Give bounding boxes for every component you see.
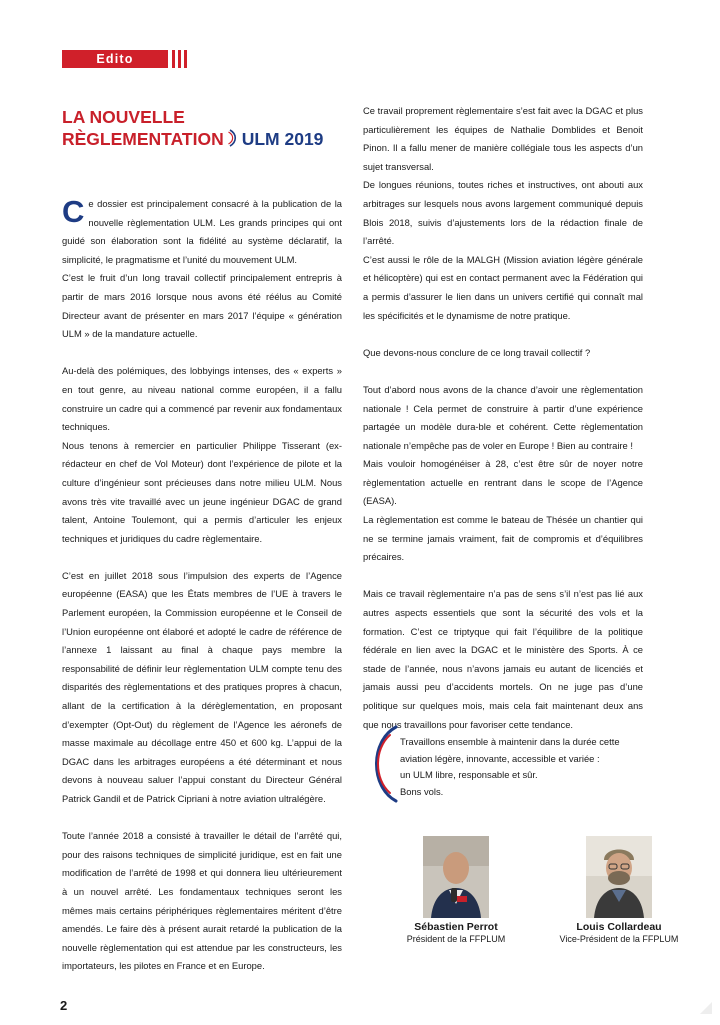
paragraph: De longues réunions, toutes riches et instructives, ont abouti aux arbitrages sur lesquels nous avons largement communiqué depuis Blois 2018, suivis d’ajustements lors de la rédaction finale de l’arrêté. <box>363 179 643 247</box>
page-number: 2 <box>60 998 68 1013</box>
closing-statement <box>400 734 640 800</box>
paragraph: Toute l’année 2018 a consisté à travailler le détail de l’arrêté qui, pour des raisons techniques de simplicité juridique, est en fait une modification de l’arrêté de 1998 et qui donnera lieu ultérieurement à un nouvel arrêté. Les fondamentaux techniques seront les mêmes mais certains périphériques règlementaires méritent d’être amendés. Le faire dès à présent aurait retardé la publication de la nouvelle règlementation qui est attendue par les constructeurs, les importateurs, les pilotes en France et en Europe. <box>62 830 342 972</box>
swoosh-icon <box>228 129 238 152</box>
paragraph: Ce travail proprement règlementaire s’est fait avec la DGAC et plus particulièrement les équipes de Nathalie Domblides et Benoit Pinon. Il a fallu mener de manière collégiale tous les aspects d’un sujet transversal. <box>363 105 643 172</box>
paragraph: La règlementation est comme le bateau de Thésée un chantier qui ne se termine jamais vraiment, fait de compromis et d’équilibres précaires. <box>363 514 643 563</box>
portrait-photo <box>586 836 652 918</box>
paragraph: Ce dossier est principalement consacré à la publication de la nouvelle règlementation ULM. Les grands principes qui ont guidé son élaboration sont la fidélité au système déclaratif, la simplicité, le pragmatisme et l’unité du mouvement ULM. <box>62 194 342 265</box>
section-tag <box>62 50 187 68</box>
tag-bar <box>172 50 175 68</box>
tag-bar <box>178 50 181 68</box>
paragraph: Mais vouloir homogénéiser à 28, c’est être sûr de noyer notre règlementation actuelle en rentrant dans le scope de l’Agence (EASA). <box>363 458 643 507</box>
title-line-2 <box>62 128 362 152</box>
signatory-role: Vice-Président de la FFPLUM <box>559 934 679 944</box>
closing-line: Bons vols. <box>400 785 444 797</box>
signatory-name: Louis Collardeau <box>576 921 662 933</box>
portrait-photo <box>423 836 489 918</box>
title-line-1: LA NOUVELLE <box>62 107 185 127</box>
left-column <box>62 195 342 976</box>
title-word-red: RÈGLEMENTATION <box>62 129 224 149</box>
signature-block <box>547 836 691 944</box>
right-column <box>363 102 643 734</box>
paragraph: Tout d’abord nous avons de la chance d’avoir une règlementation nationale ! Cela permet de construire à partir d’une expérience partagée un modèle dura-ble et cohérent. Cette règlementation nationale n’empêche pas de voler en Europe ! Bien au contraire ! <box>363 383 643 451</box>
closing-line: aviation légère, innovante, accessible et variée : <box>400 752 600 764</box>
signature-block <box>393 836 519 944</box>
tag-bar <box>184 50 187 68</box>
closing-line: Travaillons ensemble à maintenir dans la durée cette <box>400 736 620 747</box>
title-word-blue: ULM 2019 <box>241 129 324 149</box>
closing-line: un ULM libre, responsable et sûr. <box>400 769 538 780</box>
paragraph-question: Que devons-nous conclure de ce long travail collectif ? <box>363 346 591 358</box>
article-title <box>62 106 362 152</box>
signatory-name: Sébastien Perrot <box>414 921 498 933</box>
paragraph: Mais ce travail règlementaire n’a pas de sens s’il n’est pas lié aux autres aspects essentiels que sont la sécurité des vols et la formation. C’est ce triptyque qui fait l’équilibre de la politique fédérale en lien avec la DGAC et le ministère des Sports. À ce stade de l’année, nous n’avons jamais eu autant de licenciés et jamais aussi peu d’accidents mortels. On ne juge pas d’une politique sur quelques mois, mais cela fait maintenant deux ans que nous travaillons pour favoriser cette tendance. <box>363 588 643 730</box>
paragraph: Nous tenons à remercier en particulier Philippe Tisserant (ex-rédacteur en chef de Vol Moteur) dont l’expérience de pilote et la culture d’ingénieur sont précieuses dans notre milieu ULM. Nous avons très vite travaillé avec un jeune ingénieur DGAC de grand talent, Antoine Toulemont, qui a permis d’articuler les enjeux techniques et juridiques du cadre règlementaire. <box>62 439 342 544</box>
section-tag-label: Edito <box>62 50 168 68</box>
paragraph: C’est le fruit d’un long travail collectif principalement entrepris à partir de mars 2016 lorsque nous avons été réélus au Comité Directeur avant de présenter en mars 2017 l’équipe « génération ULM » de la mandature actuelle. <box>62 272 342 340</box>
paragraph: C’est aussi le rôle de la MALGH (Mission aviation légère générale et hélicoptère) qui est en contact permanent avec la Fédération qui a permis d’assurer le lien dans un univers certifié qui connaît mal les spécificités et le dynamisme de notre pratique. <box>363 253 643 321</box>
paragraph: Au-delà des polémiques, des lobbyings intenses, des « experts » en tout genre, au niveau national comme européen, il a fallu construire un cadre qui a commencé par revenir aux fondamentaux techniques. <box>62 365 342 433</box>
signatory-role: Président de la FFPLUM <box>406 934 506 944</box>
swoosh-icon <box>366 725 398 808</box>
drop-cap: C <box>62 194 85 229</box>
paragraph: C’est en juillet 2018 sous l’impulsion des experts de l’Agence européenne (EASA) que les États membres de l’UE à travers le Parlement européen, la Commission européenne et le Conseil de l’Union européenne ont élaboré et adopté le cadre de référence de l’annexe 1 laissant au final à chaque pays membre la responsabilité de définir leur règlementation ULM compte tenu des disparités des règlementations et des pratiques propres à chacun, allant de la certification à la dérèglementation, en proposant d’exempter (Opt-Out) du règlement de l’Agence les aéronefs de masse maximale au décollage entre 450 et 600 kg. L’appui de la DGAC dans les arbitrages européens a été déterminant et nous devons à nouveau saluer l’appui constant du Directeur Général Patrick Gandil et de Patrick Cipriani à notre aviation ultralégère. <box>62 569 342 804</box>
page-corner-icon <box>698 1000 714 1021</box>
